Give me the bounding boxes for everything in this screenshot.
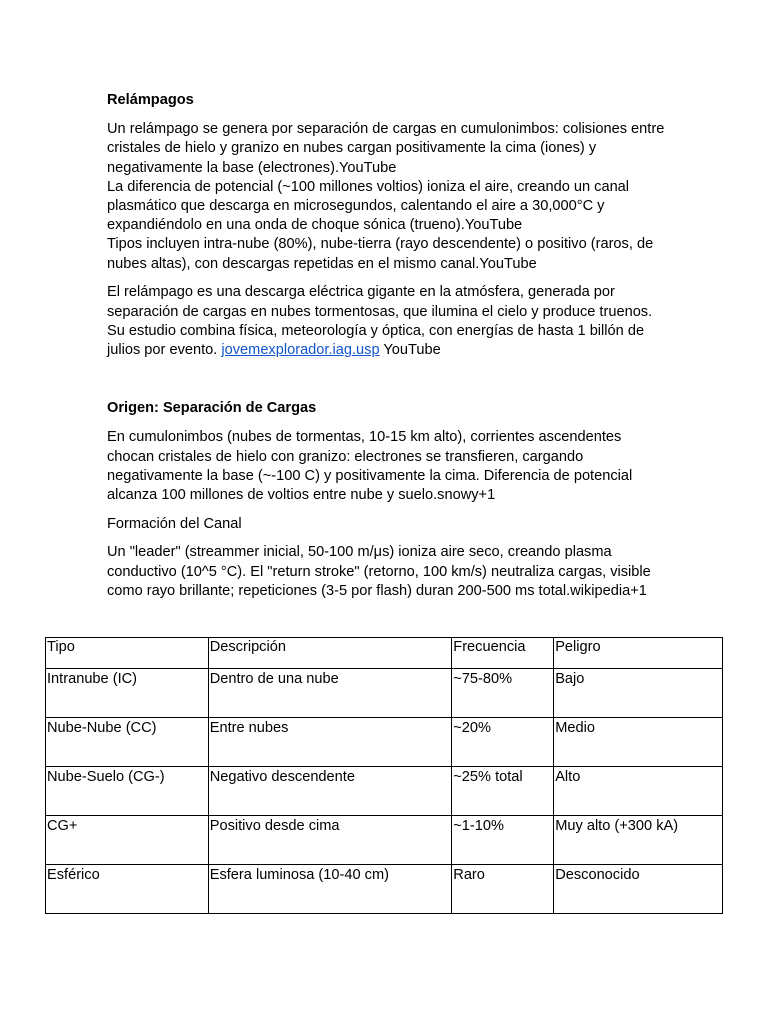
table-header-row [46, 638, 723, 669]
table-row [46, 865, 723, 914]
cell-descripcion: Dentro de una nube [208, 669, 452, 718]
cell-peligro: Desconocido [554, 865, 723, 914]
heading-relampagos: Relámpagos [107, 92, 194, 108]
cell-descripcion: Negativo descendente [208, 767, 452, 816]
spacer [107, 360, 667, 399]
source-link[interactable]: jovemexplorador.iag.usp [221, 341, 380, 358]
cell-tipo: Nube-Suelo (CG-) [46, 767, 209, 816]
spacer [107, 418, 667, 428]
spacer [107, 110, 667, 120]
cell-tipo: Intranube (IC) [46, 669, 209, 718]
cell-frecuencia: ~1-10% [452, 816, 554, 865]
cell-peligro: Bajo [554, 669, 723, 718]
cell-tipo: Nube-Nube (CC) [46, 718, 209, 767]
paragraph-potential-difference: La diferencia de potencial (~100 millones voltios) ioniza el aire, creando un canal plasmático que descarga en microsegundos, calentando el aire a 30,000°C y expandiéndolo en una onda de choque sónica (trueno).YouTube [107, 178, 630, 234]
spacer [107, 534, 667, 544]
definition-tail: YouTube [379, 341, 441, 358]
cell-frecuencia: ~20% [452, 718, 554, 767]
paragraph-charge-separation: En cumulonimbos (nubes de tormentas, 10-15 km alto), corrientes ascendentes chocan cristales de hielo con granizo: electrones se transfieren, cargando negativamente la base (~-100 C) y positivamente la cima. Diferencia de potencial alcanza 100 millones de voltios entre nube y suelo.snowy+1 [107, 429, 633, 503]
spacer [107, 505, 667, 515]
header-descripcion: Descripción [208, 638, 452, 669]
cell-peligro: Muy alto (+300 kA) [554, 816, 723, 865]
cell-tipo: CG+ [46, 816, 209, 865]
header-tipo: Tipo [46, 638, 209, 669]
cell-peligro: Alto [554, 767, 723, 816]
subheading-formacion: Formación del Canal [107, 515, 242, 532]
cell-descripcion: Entre nubes [208, 718, 452, 767]
definition-text: El relámpago es una descarga eléctrica gigante en la atmósfera, generada por separación de cargas en nubes tormentosas, que ilumina el cielo y produce truenos. Su estudio combina física, meteorología y óptica, con energías de hasta 1 billón de julios por evento. [107, 284, 653, 358]
paragraph-origin-summary: Un relámpago se genera por separación de cargas en cumulonimbos: colisiones entre cristales de hielo y granizo en nubes cargan positivamente la cima (iones) y negativamente la base (electrones).YouTube [107, 121, 665, 176]
lightning-types-table [45, 637, 723, 914]
paragraph-types-summary: Tipos incluyen intra-nube (80%), nube-tierra (rayo descendente) o positivo (raros, de nubes altas), con descargas repetidas en el mismo canal.YouTube [107, 236, 654, 272]
cell-descripcion: Esfera luminosa (10-40 cm) [208, 865, 452, 914]
cell-peligro: Medio [554, 718, 723, 767]
paragraph-definition [107, 283, 667, 360]
table-row [46, 669, 723, 718]
paragraph-channel-formation: Un "leader" (streammer inicial, 50-100 m/μs) ioniza aire seco, creando plasma conductivo (10^5 °C). El "return stroke" (retorno, 100 km/s) neutraliza cargas, visible como rayo brillante; repeticiones (3-5 por flash) duran 200-500 ms total.wikipedia+1 [107, 544, 651, 599]
header-frecuencia: Frecuencia [452, 638, 554, 669]
document-body [107, 91, 667, 601]
table-row [46, 718, 723, 767]
cell-tipo: Esférico [46, 865, 209, 914]
cell-frecuencia: ~75-80% [452, 669, 554, 718]
cell-frecuencia: Raro [452, 865, 554, 914]
header-peligro: Peligro [554, 638, 723, 669]
spacer [107, 274, 667, 284]
cell-descripcion: Positivo desde cima [208, 816, 452, 865]
table-row [46, 767, 723, 816]
heading-origen: Origen: Separación de Cargas [107, 400, 317, 417]
cell-frecuencia: ~25% total [452, 767, 554, 816]
table-row [46, 816, 723, 865]
